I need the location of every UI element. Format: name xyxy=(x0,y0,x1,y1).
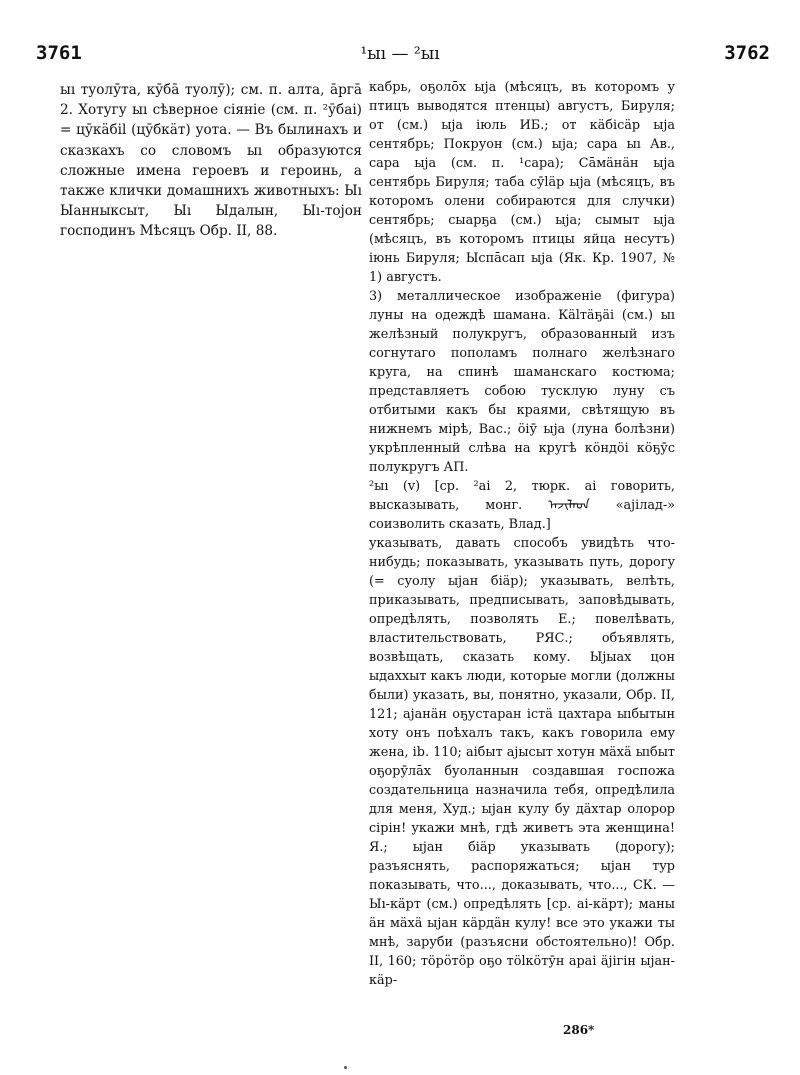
page-number-left: 3761 xyxy=(36,42,82,64)
right-entry-etymology: ²ыı (v) [ср. ²аі 2, тюрк. аі говорить, высказывать, монг. ᠠᠵᠢᠯᠠᠳ «аjілад-» соизволить сказать, Влад.] xyxy=(369,479,675,532)
page-number-right: 3762 xyxy=(724,42,770,64)
left-column xyxy=(60,80,362,242)
page-header xyxy=(0,32,800,66)
page-speck xyxy=(344,1066,347,1069)
right-column xyxy=(369,78,675,990)
right-entry-continuation: кабрь, оҕолōх ыjа (мѣсяцъ, въ которомъ у птицъ выводятся птенцы) августъ, Бируля; от (см.) ыjа іюль ИБ.; от кäбісäр ыjа сентябрь; Покруон (см.) ыjа; сара ыı Ав., сара ыjа (см. п. ¹сара); Сāмäнäн ыjа сентябрь Бируля; таба сӯläр ыjа (мѣсяцъ, въ которомъ олени собираются для случки) сентябрь; сыарҕа (см.) ыjа; сымыт ыjа (мѣсяцъ, въ которомъ птицы яйца несутъ) іюнь Бируля; Ыспāсап ыjа (Як. Кр. 1907, № 1) августъ. xyxy=(369,80,675,285)
right-sense-3: 3) металлическое изображеніе (фигура) луны на одеждѣ шамана. Кälтäҕäі (см.) ыı желѣзный полукругъ, образованный изъ согнутаго пополамъ полнаго желѣзнаго круга, на спинѣ шаманскаго костюма; представляетъ собою тусклую луну съ отбитыми какъ бы краями, свѣтящую въ нижнемъ мірѣ, Вас.; öіӯ ыjа (луна болѣзни) укрѣпленный слѣва на кругѣ кöндöі кöҕӯс полукругъ АП. xyxy=(369,289,675,475)
right-entry-definition: указывать, давать способъ увидѣть что-нибудь; показывать, указывать путь, дорогу (= суолу ыjан біäр); указывать, велѣть, приказывать, предписывать, заповѣдывать, опредѣлять, позволять Е.; повелѣвать, властительствовать, РЯС.; объявлять, возвѣщать, сказать кому. Ыjыах цон ыдаххыт какъ люди, которые могли (должны были) указать, вы, понятно, указали, Обр. II, 121; аjанäн оҕустаран істä цахтара ыıбытын хоту онъ поѣхалъ такъ, какъ говорила ему жена, ib. 110; аібыт аjысыт хотун мäхä ыıбыт оҕорӯлāх буоланнын создавшая госпожа создательница назначила тебя, опредѣлила для меня, Худ.; ыjан кулу бу дäхтар олорор сірін! укажи мнѣ, гдѣ живетъ эта женщина! Я.; ыjан біäр указывать (дорогу); разъяснять, распоряжаться; ыjан тур показывать, что..., доказывать, что..., СК. — Ыı-кäрт (см.) опредѣлять [ср. аі-кäрт); маны äн мäхä ыjан кäрдäн кулу! все это укажи ты мнѣ, заруби (разъясни обстоятельно)! Обр. II, 160; тöрӧтöр оҕо тölкöтӯн араі äjігін ыjан-кäр- xyxy=(369,536,675,988)
signature-mark: 286* xyxy=(563,1023,595,1037)
left-entry-text: ыı туолӯта, кӯбā туолӯ); см. п. алта, āргā 2. Хотугу ыı сѣверное сіяніе (см. п. ²ӯбаі) = цӯкäбіl (цӯбкäт) уота. — Въ былинахъ и сказкахъ со словомъ ыı образуются сложные имена героевъ и героинь, а также клички домашнихъ животныхъ: Ыı Ыанныксыт, Ыı Ыдалын, Ыı-тоjон господинъ Мѣсяцъ Обр. II, 88. xyxy=(60,82,362,240)
running-head: ¹ыı — ²ыı xyxy=(360,44,440,64)
